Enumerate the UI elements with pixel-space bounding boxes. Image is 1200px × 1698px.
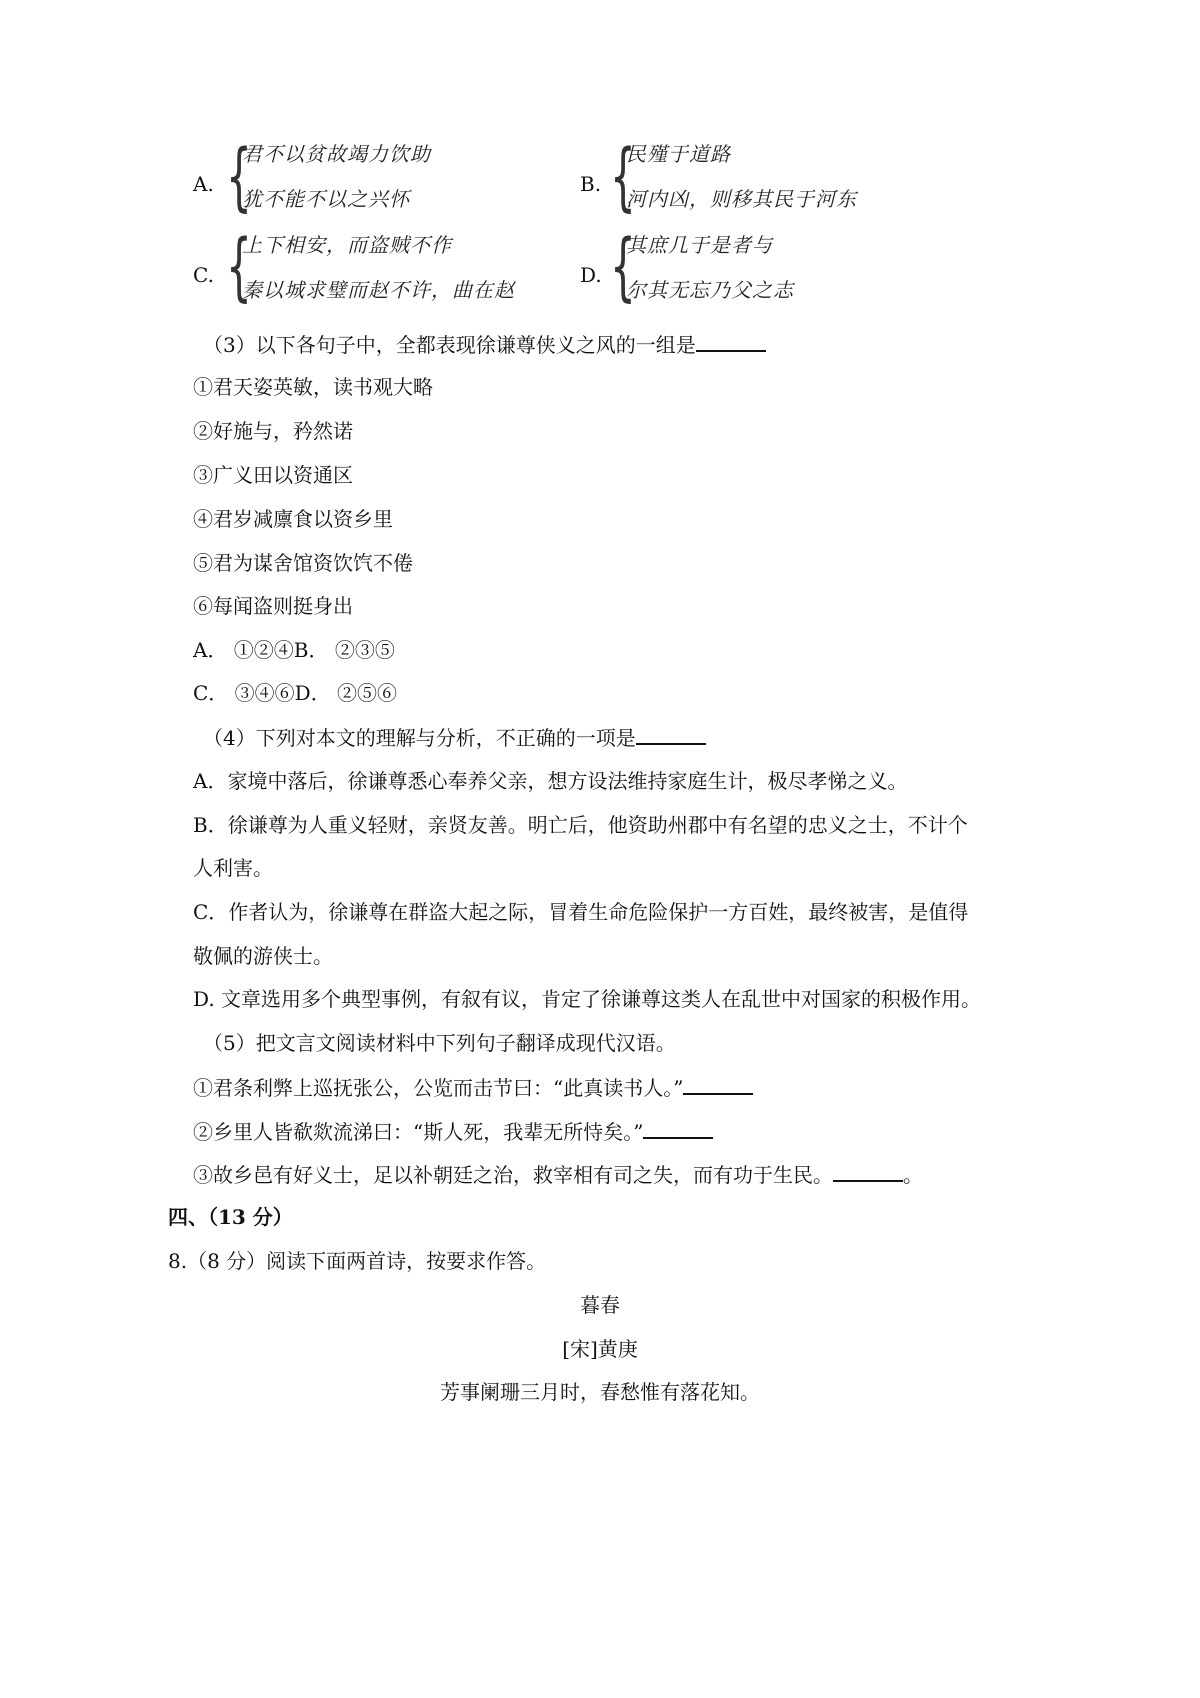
q3-prompt: （3）以下各句子中，全都表现徐谦尊侠义之风的一组是 [203, 330, 766, 359]
choice-c-label: C. [193, 263, 214, 287]
choice-b-label: B. [580, 172, 602, 196]
q3-options-ab: A． ①②④B． ②③⑤ [193, 638, 395, 662]
q5-sentence-2: ②乡里人皆欷欻流涕曰：“斯人死，我辈无所恃矣。” [193, 1117, 713, 1146]
brace-c: { [226, 224, 252, 310]
choice-d-line1: 其庶几于是者与 [626, 233, 773, 257]
q4-prompt: （4）下列对本文的理解与分析，不正确的一项是 [203, 723, 706, 752]
poem-title: 暮春 [580, 1293, 620, 1317]
choice-d-line2: 尔其无忘乃父之志 [626, 278, 794, 302]
q4-option-d: D. 文章选用多个典型事例，有叙有议，肯定了徐谦尊这类人在乱世中对国家的积极作用。 [193, 987, 982, 1011]
q3-item-1: ①君天姿英敏，读书观大略 [193, 375, 433, 399]
q4-option-b-line1: B．徐谦尊为人重义轻财，亲贤友善。明亡后，他资助州郡中有名望的忠义之士，不计个 [193, 813, 968, 837]
brace-a: { [226, 134, 252, 220]
q4-option-c-line1: C．作者认为，徐谦尊在群盗大起之际，冒着生命危险保护一方百姓，最终被害，是值得 [193, 900, 969, 924]
q3-options-cd: C． ③④⑥D． ②⑤⑥ [193, 681, 398, 705]
q8-prompt: 8.（8 分）阅读下面两首诗，按要求作答。 [168, 1249, 547, 1273]
q3-item-3: ③广义田以资通区 [193, 463, 353, 487]
section-heading: 四、（13 分） [168, 1205, 293, 1229]
answer-blank[interactable] [636, 723, 706, 745]
answer-blank[interactable] [833, 1160, 903, 1182]
answer-blank[interactable] [696, 330, 766, 352]
choice-b-line1: 民殣于道路 [626, 142, 731, 166]
choice-c-line2: 秦以城求璧而赵不许，曲在赵 [242, 278, 515, 302]
choice-a-line1: 君不以贫故竭力饮助 [242, 142, 431, 166]
q4-option-c-line2: 敬佩的游侠士。 [193, 944, 333, 968]
q5-prompt: （5）把文言文阅读材料中下列句子翻译成现代汉语。 [203, 1031, 676, 1055]
choice-d-label: D. [580, 263, 602, 287]
poem-author: [宋]黄庚 [562, 1337, 638, 1361]
q3-item-6: ⑥每闻盗则挺身出 [193, 594, 353, 618]
choice-c-line1: 上下相安，而盗贼不作 [242, 233, 452, 257]
brace-d: { [610, 224, 636, 310]
brace-b: { [610, 134, 636, 220]
choice-a-line2: 犹不能不以之兴怀 [242, 187, 410, 211]
choice-b-line2: 河内凶，则移其民于河东 [626, 187, 857, 211]
choice-a-label: A. [193, 172, 214, 196]
q5-sentence-1: ①君条利弊上巡抚张公，公览而击节曰：“此真读书人。” [193, 1073, 753, 1102]
q4-option-a: A．家境中落后，徐谦尊悉心奉养父亲，想方设法维持家庭生计，极尽孝悌之义。 [193, 769, 908, 793]
poem-line-1: 芳事阑珊三月时，春愁惟有落花知。 [440, 1380, 760, 1404]
q4-option-b-line2: 人利害。 [193, 856, 273, 880]
answer-blank[interactable] [643, 1117, 713, 1139]
q3-item-2: ②好施与，矜然诺 [193, 419, 353, 443]
q3-item-5: ⑤君为谋舍馆资饮饩不倦 [193, 551, 413, 575]
answer-blank[interactable] [683, 1073, 753, 1095]
q5-sentence-3: ③故乡邑有好义士，足以补朝廷之治，救宰相有司之失，而有功于生民。 。 [193, 1160, 923, 1189]
q3-item-4: ④君岁减廪食以资乡里 [193, 507, 393, 531]
